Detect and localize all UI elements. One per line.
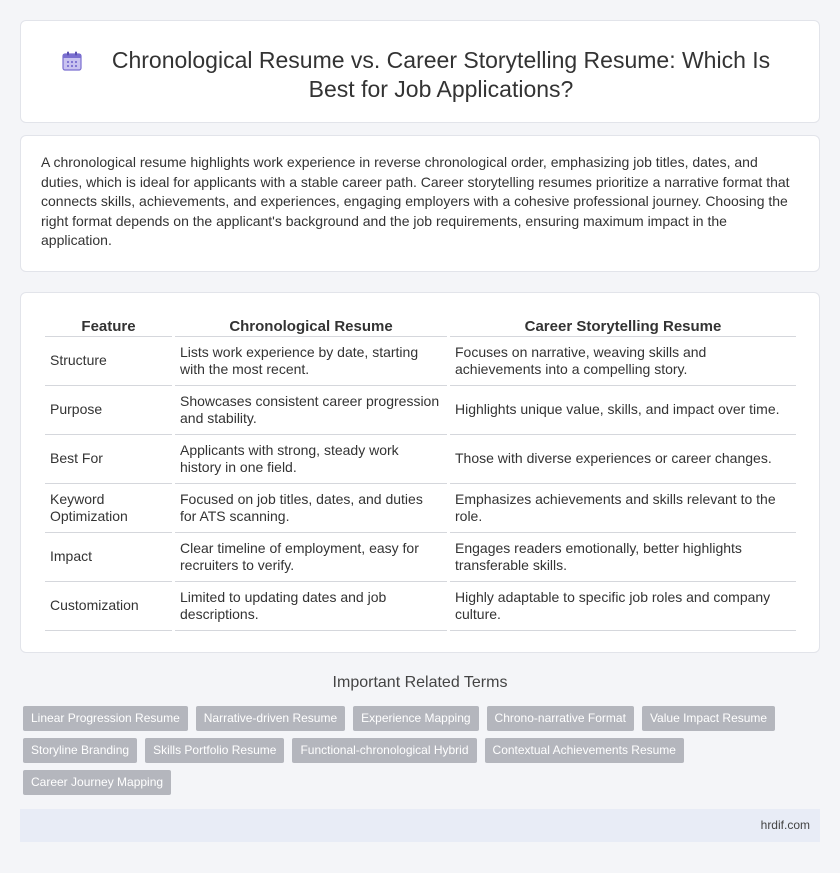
storytelling-cell: Those with diverse experiences or career changes. xyxy=(450,435,796,484)
table-header-row xyxy=(45,313,796,337)
feature-cell: Structure xyxy=(45,337,172,386)
title-card xyxy=(20,20,820,123)
related-terms-list xyxy=(23,706,803,802)
header-storytelling: Career Storytelling Resume xyxy=(450,313,796,337)
term-tag[interactable]: Contextual Achievements Resume xyxy=(485,738,684,763)
comparison-table xyxy=(42,313,799,631)
term-tag[interactable]: Value Impact Resume xyxy=(642,706,775,731)
term-tag[interactable]: Linear Progression Resume xyxy=(23,706,188,731)
term-tag[interactable]: Functional-chronological Hybrid xyxy=(292,738,476,763)
storytelling-cell: Emphasizes achievements and skills relevant to the role. xyxy=(450,484,796,533)
feature-cell: Purpose xyxy=(45,386,172,435)
term-tag[interactable]: Career Journey Mapping xyxy=(23,770,171,795)
chronological-cell: Clear timeline of employment, easy for recruiters to verify. xyxy=(175,533,447,582)
intro-card xyxy=(20,135,820,272)
table-row xyxy=(45,386,796,435)
term-tag[interactable]: Experience Mapping xyxy=(353,706,478,731)
table-row xyxy=(45,337,796,386)
chronological-cell: Limited to updating dates and job descriptions. xyxy=(175,582,447,631)
footer xyxy=(20,809,820,842)
storytelling-cell: Engages readers emotionally, better highlights transferable skills. xyxy=(450,533,796,582)
feature-cell: Best For xyxy=(45,435,172,484)
header-feature: Feature xyxy=(45,313,172,337)
chronological-cell: Lists work experience by date, starting with the most recent. xyxy=(175,337,447,386)
table-row xyxy=(45,484,796,533)
comparison-card xyxy=(20,292,820,653)
feature-cell: Customization xyxy=(45,582,172,631)
chronological-cell: Focused on job titles, dates, and duties for ATS scanning. xyxy=(175,484,447,533)
calendar-icon xyxy=(61,50,83,72)
storytelling-cell: Highlights unique value, skills, and impact over time. xyxy=(450,386,796,435)
table-row xyxy=(45,435,796,484)
storytelling-cell: Focuses on narrative, weaving skills and achievements into a compelling story. xyxy=(450,337,796,386)
term-tag[interactable]: Narrative-driven Resume xyxy=(196,706,345,731)
chronological-cell: Showcases consistent career progression and stability. xyxy=(175,386,447,435)
term-tag[interactable]: Chrono-narrative Format xyxy=(487,706,634,731)
term-tag[interactable]: Skills Portfolio Resume xyxy=(145,738,284,763)
feature-cell: Impact xyxy=(45,533,172,582)
footer-site[interactable]: hrdif.com xyxy=(760,818,810,832)
storytelling-cell: Highly adaptable to specific job roles and company culture. xyxy=(450,582,796,631)
related-terms-title: Important Related Terms xyxy=(332,674,508,691)
intro-paragraph: A chronological resume highlights work experience in reverse chronological order, emphasizing job titles, dates, and duties, which is ideal for applicants with a stable career path. Career storytelling resumes prioritize a narrative format that connects skills, achievements, and experiences, engaging employers with a cohesive professional journey. Choosing the right format depends on the applicant's background and the job requirements, ensuring maximum impact in the application. xyxy=(41,154,790,249)
title-wrap xyxy=(21,21,819,104)
feature-cell: Keyword Optimization xyxy=(45,484,172,533)
table-row xyxy=(45,582,796,631)
chronological-cell: Applicants with strong, steady work history in one field. xyxy=(175,435,447,484)
table-row xyxy=(45,533,796,582)
page-title: Chronological Resume vs. Career Storytelling Resume: Which Is Best for Job Applications? xyxy=(111,47,771,102)
term-tag[interactable]: Storyline Branding xyxy=(23,738,137,763)
header-chronological: Chronological Resume xyxy=(175,313,447,337)
